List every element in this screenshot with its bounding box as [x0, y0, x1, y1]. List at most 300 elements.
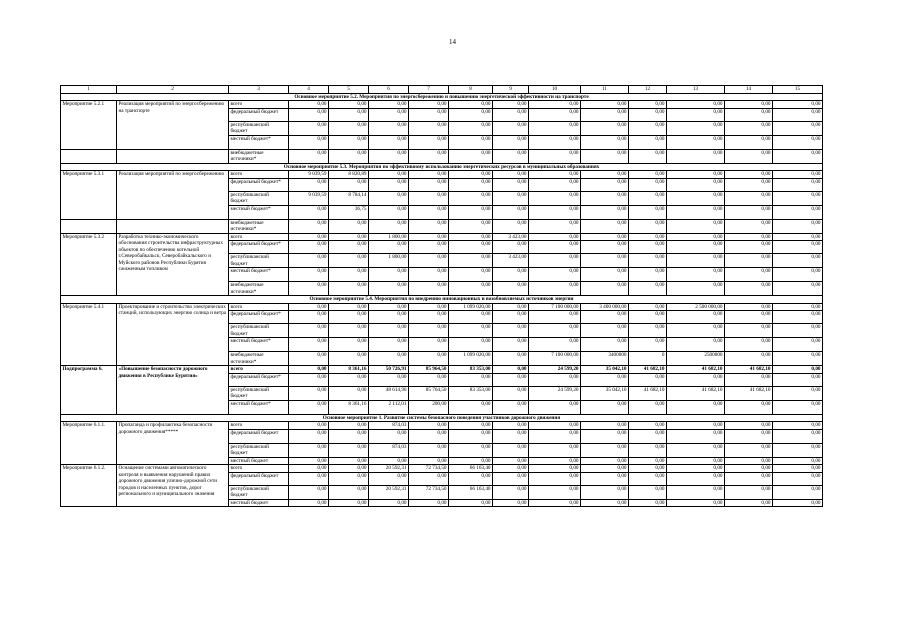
- amount-cell: 0,00: [725, 178, 773, 191]
- amount-cell: 0,00: [773, 429, 823, 443]
- amount-cell: 0,00: [289, 108, 329, 121]
- amount-cell: 0,00: [581, 485, 629, 499]
- amount-cell: 0,00: [409, 178, 449, 191]
- amount-cell: 0,00: [529, 149, 581, 163]
- activity-code: [61, 149, 117, 163]
- activity-code: Мероприятие 6.1.1.: [61, 422, 117, 465]
- activity-code: Мероприятие 5.3.2: [61, 233, 117, 296]
- activity-code: Подпрограмма 6.: [61, 366, 117, 415]
- amount-cell: 0,00: [581, 443, 629, 457]
- amount-cell: 0,00: [289, 254, 329, 268]
- amount-cell: 0,00: [493, 352, 529, 366]
- amount-cell: 0,00: [449, 219, 493, 233]
- amount-cell: 0,00: [409, 219, 449, 233]
- amount-cell: 3 400 000,00: [581, 303, 629, 311]
- amount-cell: 0,00: [409, 324, 449, 338]
- amount-cell: 0,00: [409, 171, 449, 179]
- amount-cell: 0,00: [369, 171, 409, 179]
- amount-cell: 0,00: [629, 338, 667, 352]
- amount-cell: 0,00: [289, 373, 329, 386]
- amount-cell: 0,00: [289, 303, 329, 311]
- amount-cell: 0,00: [493, 429, 529, 443]
- amount-cell: 0,00: [529, 324, 581, 338]
- amount-cell: 72 734,50: [409, 485, 449, 499]
- amount-cell: 0,00: [449, 135, 493, 149]
- amount-cell: 0,00: [449, 171, 493, 179]
- amount-cell: 0,00: [667, 205, 725, 219]
- section-heading-row: [61, 414, 823, 422]
- amount-cell: 0,00: [667, 219, 725, 233]
- column-number: 13: [667, 86, 725, 94]
- section-heading-row: [61, 296, 823, 304]
- amount-cell: 0,00: [289, 443, 329, 457]
- amount-cell: 9 039,59: [289, 171, 329, 179]
- amount-cell: 0,00: [289, 465, 329, 473]
- amount-cell: 0,00: [581, 241, 629, 254]
- amount-cell: 85 764,50: [409, 386, 449, 400]
- amount-cell: 0,00: [773, 135, 823, 149]
- amount-cell: 0,00: [581, 205, 629, 219]
- amount-cell: 0,00: [493, 171, 529, 179]
- amount-cell: 0,00: [529, 400, 581, 414]
- amount-cell: 9 039,59: [289, 191, 329, 205]
- amount-cell: 0,00: [289, 457, 329, 465]
- activity-name: Пропаганда и профилактика безопасности дорожного движения*****: [117, 422, 229, 465]
- amount-cell: 0,00: [725, 422, 773, 430]
- amount-cell: 0,00: [289, 282, 329, 296]
- amount-cell: 0,00: [773, 465, 823, 473]
- amount-cell: 3400000: [581, 352, 629, 366]
- amount-cell: 0,00: [629, 443, 667, 457]
- section-heading: Основное мероприятие 1. Развитие системы безопасного поведения участников дорожного движения: [61, 414, 823, 422]
- amount-cell: 83 353,00: [449, 366, 493, 374]
- amount-cell: 874,03: [369, 443, 409, 457]
- amount-cell: 0,00: [773, 485, 823, 499]
- amount-cell: 0,00: [773, 443, 823, 457]
- section-heading: Основное мероприятие 5.3. Мероприятия по эффективному использованию энергетических ресурсов в муниципальных образованиях: [61, 163, 823, 171]
- amount-cell: 0,00: [449, 472, 493, 485]
- amount-cell: 0,00: [629, 135, 667, 149]
- amount-cell: 0,00: [449, 205, 493, 219]
- amount-cell: 0,00: [773, 241, 823, 254]
- amount-cell: 0,00: [493, 178, 529, 191]
- amount-cell: 0,00: [369, 311, 409, 324]
- column-number: 6: [369, 86, 409, 94]
- amount-cell: 0,00: [449, 254, 493, 268]
- amount-cell: 0,00: [667, 121, 725, 135]
- amount-cell: 0,00: [773, 254, 823, 268]
- amount-cell: 0,00: [289, 135, 329, 149]
- amount-cell: 0,00: [529, 205, 581, 219]
- section-heading-row: [61, 163, 823, 171]
- amount-cell: 0,00: [667, 485, 725, 499]
- amount-cell: 0,00: [725, 191, 773, 205]
- amount-cell: 0,00: [449, 241, 493, 254]
- amount-cell: 41 682,10: [667, 366, 725, 374]
- amount-cell: 3 423,00: [493, 254, 529, 268]
- amount-cell: 0,00: [329, 465, 369, 473]
- amount-cell: 0,00: [493, 499, 529, 507]
- amount-cell: 41 682,10: [629, 386, 667, 400]
- funding-source: всего: [229, 465, 289, 473]
- amount-cell: 0,00: [329, 149, 369, 163]
- amount-cell: 72 734,50: [409, 465, 449, 473]
- column-number: 5: [329, 86, 369, 94]
- amount-cell: 0,00: [629, 121, 667, 135]
- column-number: 1: [61, 86, 117, 94]
- amount-cell: 0,00: [493, 485, 529, 499]
- funding-source: республиканский бюджет: [229, 254, 289, 268]
- funding-source: всего: [229, 101, 289, 109]
- amount-cell: 0,00: [493, 241, 529, 254]
- amount-cell: 0,00: [449, 457, 493, 465]
- amount-cell: 0,00: [493, 268, 529, 282]
- amount-cell: 0,00: [725, 465, 773, 473]
- amount-cell: 0,00: [449, 400, 493, 414]
- amount-cell: 0,00: [629, 485, 667, 499]
- amount-cell: 0,00: [629, 311, 667, 324]
- amount-cell: 0,00: [329, 338, 369, 352]
- amount-cell: 0,00: [581, 121, 629, 135]
- activity-name: Разработка технико-экономического обоснования строительства инфраструктурных объектов по обеспечению котельной г.Северобайкальск, Северобайкальского и Муйского районов Республики Бурятия сжиженным топливом: [117, 233, 229, 296]
- amount-cell: 0,00: [493, 366, 529, 374]
- amount-cell: 2 500 000,00: [667, 303, 725, 311]
- amount-cell: 0,00: [629, 191, 667, 205]
- amount-cell: 0,00: [773, 171, 823, 179]
- amount-cell: 0,00: [529, 338, 581, 352]
- amount-cell: 0,00: [725, 485, 773, 499]
- amount-cell: 0,00: [529, 219, 581, 233]
- amount-cell: 0,00: [369, 135, 409, 149]
- amount-cell: 0,00: [773, 149, 823, 163]
- amount-cell: 0,00: [329, 241, 369, 254]
- amount-cell: 0,00: [493, 219, 529, 233]
- amount-cell: 0,00: [529, 135, 581, 149]
- amount-cell: 0,00: [369, 303, 409, 311]
- amount-cell: 0,00: [449, 101, 493, 109]
- amount-cell: 0,00: [725, 171, 773, 179]
- amount-cell: 0,00: [329, 254, 369, 268]
- column-number: 15: [773, 86, 823, 94]
- amount-cell: 0,00: [725, 457, 773, 465]
- funding-source: республиканский бюджет: [229, 191, 289, 205]
- funding-source: всего: [229, 171, 289, 179]
- amount-cell: 0,00: [773, 108, 823, 121]
- amount-cell: 0,00: [629, 465, 667, 473]
- amount-cell: 0: [629, 352, 667, 366]
- amount-cell: 0,00: [581, 254, 629, 268]
- amount-cell: 0,00: [725, 254, 773, 268]
- amount-cell: 0,00: [369, 373, 409, 386]
- amount-cell: 0,00: [581, 373, 629, 386]
- amount-cell: 0,00: [449, 233, 493, 241]
- amount-cell: 0,00: [369, 282, 409, 296]
- amount-cell: 0,00: [289, 400, 329, 414]
- amount-cell: 0,00: [667, 149, 725, 163]
- amount-cell: 0,00: [329, 178, 369, 191]
- column-number: 14: [725, 86, 773, 94]
- amount-cell: 0,00: [409, 373, 449, 386]
- funding-source: всего: [229, 303, 289, 311]
- amount-cell: 0,00: [629, 205, 667, 219]
- amount-cell: 0,00: [409, 282, 449, 296]
- column-number: 9: [493, 86, 529, 94]
- amount-cell: 0,00: [581, 135, 629, 149]
- amount-cell: 0,00: [329, 352, 369, 366]
- column-number: 11: [581, 86, 629, 94]
- amount-cell: 0,00: [369, 499, 409, 507]
- amount-cell: 0,00: [773, 268, 823, 282]
- amount-cell: 66 163,40: [449, 485, 493, 499]
- amount-cell: 0,00: [289, 241, 329, 254]
- amount-cell: 0,00: [369, 324, 409, 338]
- amount-cell: 0,00: [449, 108, 493, 121]
- amount-cell: 0,00: [369, 205, 409, 219]
- amount-cell: 1 800,00: [369, 254, 409, 268]
- amount-cell: 0,00: [725, 499, 773, 507]
- amount-cell: 0,00: [773, 219, 823, 233]
- amount-cell: 20 592,31: [369, 465, 409, 473]
- amount-cell: 0,00: [449, 121, 493, 135]
- amount-cell: 0,00: [667, 429, 725, 443]
- amount-cell: 1 099 020,00: [449, 352, 493, 366]
- amount-cell: 0,00: [409, 149, 449, 163]
- column-number: 8: [449, 86, 493, 94]
- amount-cell: 0,00: [329, 108, 369, 121]
- amount-cell: 0,00: [493, 303, 529, 311]
- amount-cell: 0,00: [449, 499, 493, 507]
- amount-cell: 0,00: [409, 429, 449, 443]
- amount-cell: 0,00: [725, 149, 773, 163]
- amount-cell: 0,00: [773, 101, 823, 109]
- amount-cell: 0,00: [773, 311, 823, 324]
- amount-cell: 0,00: [329, 457, 369, 465]
- amount-cell: 0,00: [493, 338, 529, 352]
- amount-cell: 83 353,00: [449, 386, 493, 400]
- funding-source: республиканский бюджет: [229, 485, 289, 499]
- amount-cell: 0,00: [629, 457, 667, 465]
- amount-cell: 0,00: [369, 108, 409, 121]
- amount-cell: 0,00: [667, 178, 725, 191]
- amount-cell: 0,00: [667, 457, 725, 465]
- amount-cell: 0,00: [529, 429, 581, 443]
- column-number: 4: [289, 86, 329, 94]
- amount-cell: 0,00: [629, 422, 667, 430]
- amount-cell: 0,00: [493, 205, 529, 219]
- amount-cell: 0,00: [493, 135, 529, 149]
- amount-cell: 200,00: [409, 400, 449, 414]
- amount-cell: 0,00: [289, 386, 329, 400]
- amount-cell: 7 100 000,00: [529, 303, 581, 311]
- amount-cell: 0,00: [329, 324, 369, 338]
- amount-cell: 0,00: [773, 373, 823, 386]
- amount-cell: 0,00: [493, 400, 529, 414]
- amount-cell: 0,00: [667, 101, 725, 109]
- amount-cell: 0,00: [629, 373, 667, 386]
- amount-cell: 0,00: [449, 338, 493, 352]
- amount-cell: 0,00: [449, 178, 493, 191]
- amount-cell: 0,00: [529, 373, 581, 386]
- funding-source: всего: [229, 422, 289, 430]
- amount-cell: 0,00: [629, 254, 667, 268]
- amount-cell: 0,00: [409, 108, 449, 121]
- funding-source: всего: [229, 233, 289, 241]
- column-number: 12: [629, 86, 667, 94]
- column-number: 10: [529, 86, 581, 94]
- funding-source: местный бюджет*: [229, 268, 289, 282]
- amount-cell: 0,00: [667, 241, 725, 254]
- amount-cell: 66 163,40: [449, 465, 493, 473]
- amount-cell: 0,00: [725, 121, 773, 135]
- amount-cell: 0,00: [773, 303, 823, 311]
- amount-cell: 0,00: [289, 233, 329, 241]
- amount-cell: 0,00: [629, 303, 667, 311]
- amount-cell: 0,00: [289, 324, 329, 338]
- amount-cell: 0,00: [369, 241, 409, 254]
- amount-cell: 0,00: [629, 499, 667, 507]
- amount-cell: 0,00: [329, 268, 369, 282]
- amount-cell: 0,00: [449, 443, 493, 457]
- activity-code: [61, 219, 117, 233]
- amount-cell: 0,00: [773, 282, 823, 296]
- activity-name: Оснащение системами автоматического контроля и выявления нарушений правил дорожного движения улично-дорожной сети городов и населенных пунктов, дорог регионального и муниципального значения: [117, 465, 229, 507]
- funding-source: местный бюджет: [229, 499, 289, 507]
- table-row: [61, 422, 823, 430]
- amount-cell: 0,00: [449, 373, 493, 386]
- amount-cell: 0,00: [329, 282, 369, 296]
- amount-cell: 0,00: [629, 268, 667, 282]
- amount-cell: 0,00: [493, 191, 529, 205]
- amount-cell: 0,00: [409, 472, 449, 485]
- funding-source: федеральный бюджет: [229, 108, 289, 121]
- amount-cell: 0,00: [581, 472, 629, 485]
- amount-cell: 0,00: [409, 422, 449, 430]
- activity-name: Реализация мероприятий по энергосбережению: [117, 171, 229, 220]
- table-row: [61, 101, 823, 109]
- amount-cell: 0,00: [369, 429, 409, 443]
- amount-cell: 0,00: [493, 457, 529, 465]
- amount-cell: 0,00: [409, 135, 449, 149]
- activity-name: [117, 149, 229, 163]
- amount-cell: 0,00: [409, 352, 449, 366]
- amount-cell: 0,00: [329, 485, 369, 499]
- amount-cell: 0,00: [329, 443, 369, 457]
- amount-cell: 0,00: [725, 324, 773, 338]
- amount-cell: 8 784,14: [329, 191, 369, 205]
- funding-source: республиканский бюджет: [229, 386, 289, 400]
- amount-cell: 0,00: [493, 282, 529, 296]
- amount-cell: 0,00: [667, 338, 725, 352]
- amount-cell: 0,00: [725, 268, 773, 282]
- funding-source: республиканский бюджет: [229, 324, 289, 338]
- amount-cell: 1 800,00: [369, 233, 409, 241]
- amount-cell: 0,00: [725, 429, 773, 443]
- section-heading-row: [61, 93, 823, 101]
- amount-cell: 0,00: [329, 386, 369, 400]
- amount-cell: 0,00: [329, 135, 369, 149]
- amount-cell: 0,00: [409, 499, 449, 507]
- amount-cell: 41 682,10: [667, 386, 725, 400]
- amount-cell: 0,00: [667, 373, 725, 386]
- amount-cell: 0,00: [667, 233, 725, 241]
- funding-source: внебюджетные источники*: [229, 219, 289, 233]
- amount-cell: 0,00: [289, 338, 329, 352]
- activity-code: Мероприятие 5.4.1: [61, 303, 117, 366]
- amount-cell: 0,00: [581, 457, 629, 465]
- amount-cell: 0,00: [409, 443, 449, 457]
- amount-cell: 0,00: [725, 400, 773, 414]
- amount-cell: 0,00: [493, 101, 529, 109]
- amount-cell: 0,00: [725, 241, 773, 254]
- amount-cell: 0,00: [667, 311, 725, 324]
- amount-cell: 0,00: [493, 465, 529, 473]
- amount-cell: 0,00: [529, 472, 581, 485]
- amount-cell: 0,00: [529, 108, 581, 121]
- amount-cell: 0,00: [449, 429, 493, 443]
- funding-source: местный бюджет*: [229, 338, 289, 352]
- amount-cell: 0,00: [581, 465, 629, 473]
- amount-cell: 0,00: [667, 171, 725, 179]
- table-row: [61, 303, 823, 311]
- amount-cell: 0,00: [629, 472, 667, 485]
- amount-cell: 0,00: [773, 324, 823, 338]
- amount-cell: 0,00: [289, 268, 329, 282]
- amount-cell: 0,00: [409, 241, 449, 254]
- funding-source: местный бюджет*: [229, 135, 289, 149]
- amount-cell: 0,00: [667, 472, 725, 485]
- amount-cell: 0,00: [409, 457, 449, 465]
- amount-cell: 0,00: [369, 178, 409, 191]
- amount-cell: 20 592,31: [369, 485, 409, 499]
- amount-cell: 0,00: [369, 191, 409, 205]
- amount-cell: 24 599,20: [529, 386, 581, 400]
- amount-cell: 0,00: [493, 121, 529, 135]
- amount-cell: 0,00: [493, 108, 529, 121]
- amount-cell: 0,00: [289, 121, 329, 135]
- funding-source: федеральный бюджет: [229, 429, 289, 443]
- amount-cell: 0,00: [369, 101, 409, 109]
- amount-cell: 0,00: [409, 268, 449, 282]
- amount-cell: 0,00: [773, 499, 823, 507]
- amount-cell: 0,00: [667, 282, 725, 296]
- amount-cell: 0,00: [529, 457, 581, 465]
- amount-cell: 0,00: [667, 108, 725, 121]
- activity-name: Проектирование и строительство электрических станций, использующих энергию солнца и ветра: [117, 303, 229, 366]
- amount-cell: 0,00: [667, 268, 725, 282]
- amount-cell: 41 682,10: [725, 366, 773, 374]
- amount-cell: 0,00: [667, 422, 725, 430]
- amount-cell: 0,00: [449, 311, 493, 324]
- amount-cell: 0,00: [493, 373, 529, 386]
- amount-cell: 0,00: [289, 219, 329, 233]
- amount-cell: 0,00: [725, 303, 773, 311]
- amount-cell: 0,00: [629, 429, 667, 443]
- amount-cell: 8 820,89: [329, 171, 369, 179]
- amount-cell: 0,00: [581, 171, 629, 179]
- funding-source: внебюджетные источники*: [229, 282, 289, 296]
- table-row: [61, 465, 823, 473]
- amount-cell: 0,00: [493, 324, 529, 338]
- amount-cell: 0,00: [329, 219, 369, 233]
- amount-cell: 0,00: [493, 422, 529, 430]
- section-heading: Основное мероприятие 5.2. Мероприятия по энергосбережению и повышению энергетической эффективности на транспорте: [61, 93, 823, 101]
- amount-cell: 0,00: [667, 465, 725, 473]
- amount-cell: 0,00: [773, 178, 823, 191]
- amount-cell: 0,00: [581, 268, 629, 282]
- budget-table: [60, 85, 823, 507]
- amount-cell: 0,00: [629, 241, 667, 254]
- amount-cell: 8 361,16: [329, 400, 369, 414]
